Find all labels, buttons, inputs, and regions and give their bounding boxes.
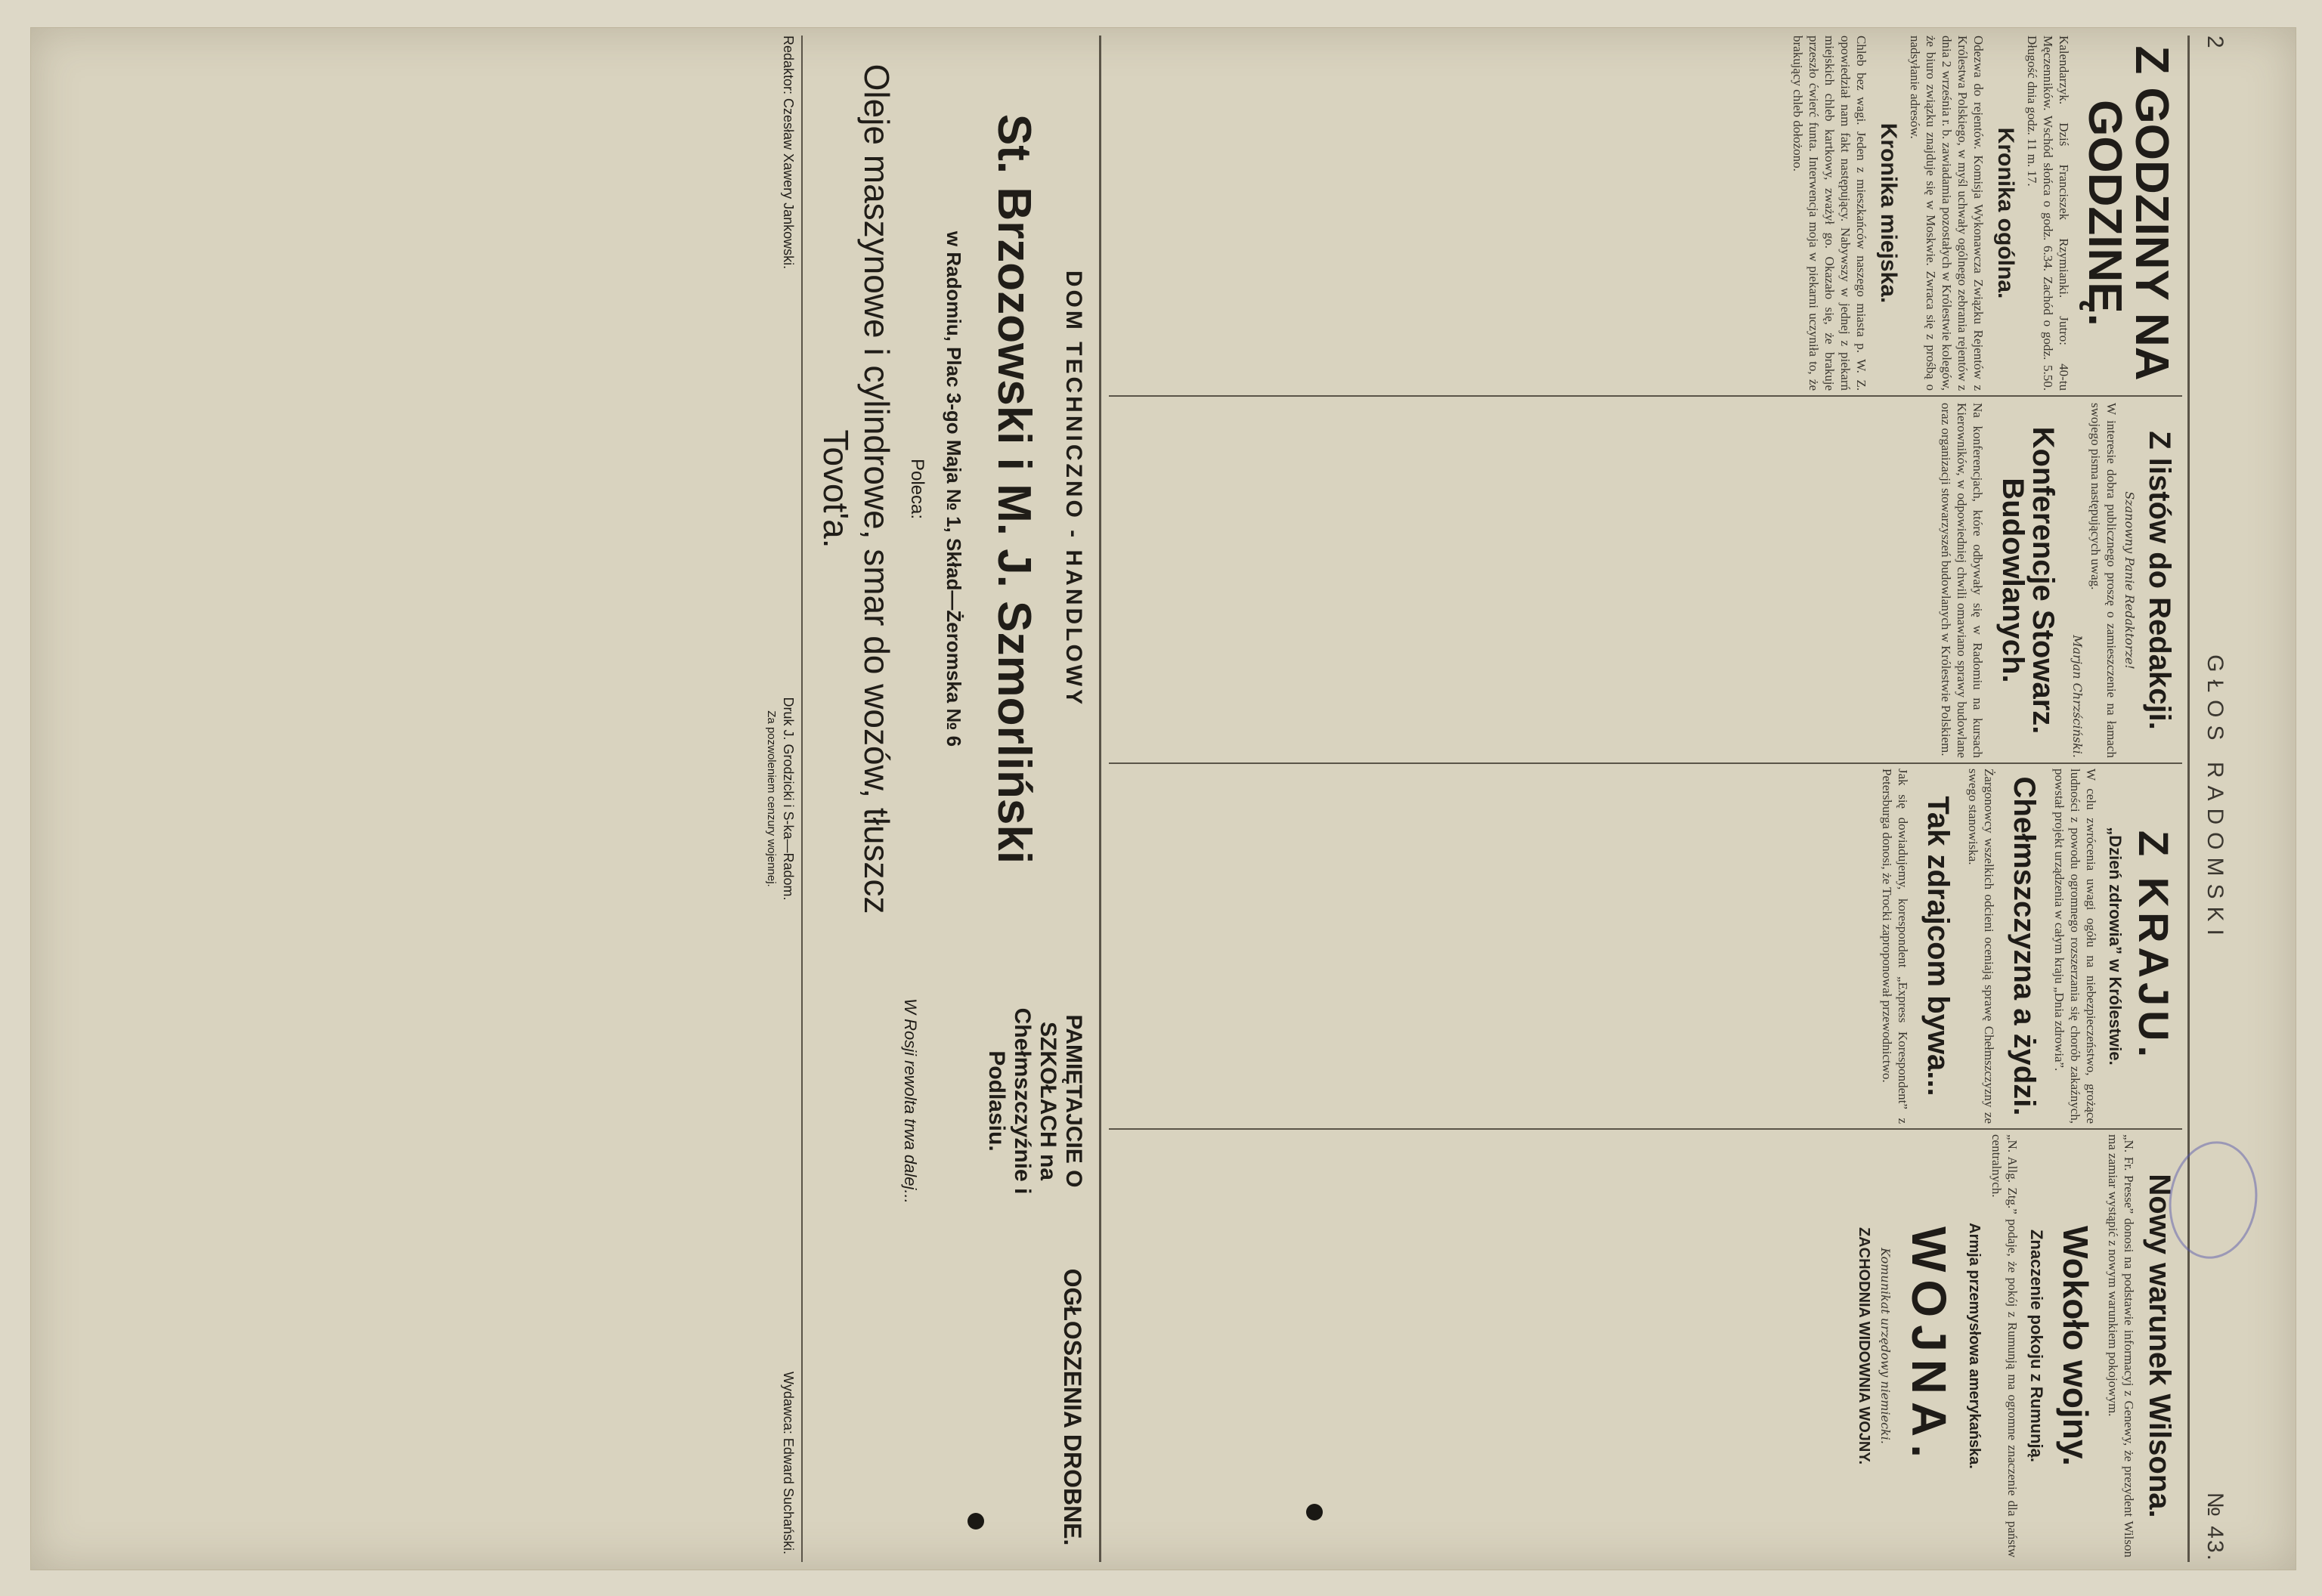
rotated-content — [31, 28, 2296, 1570]
ad-poleca: Poleca: — [907, 458, 927, 520]
col4-sub2: Znaczenie pokoju z Rumunją. — [2027, 1229, 2046, 1463]
col1-text2: Chleb bez wagi. Jeden z mieszkańców naszego miasta p. W. Z. opowiedział nam fakt następujący. Nabywszy w jednej z piekarń miejskich chleb kartkowy, zważył go. Okazało się, że brakuje przeszło ćwierć funta. Interwencja moja w piekarni uczyniła to, że brakujący chleb dołożono. — [1791, 36, 1868, 391]
ad-house-title: DOM TECHNICZNO - HANDLOWY — [1061, 270, 1086, 708]
binding-hole-1 — [1306, 1504, 1323, 1520]
ad-russia: W Rosji rewolta trwa dalej... — [901, 998, 920, 1204]
ad-remember: PAMIĘTAJCIE O SZKOŁACH na Chełmszczyźnie i Podlasiu. — [984, 1007, 1086, 1195]
col2-text2: Na konferencjach, które odbywały się w Radomiu na kursach Kierowników, w odpowiedniej chwili omawiano sprawy budowlane oraz organizacji stowarzyszeń budowlanych w Królestwie Polskiem. — [1939, 403, 1985, 758]
col-divider-3 — [1109, 1128, 2182, 1130]
ad-rule-top — [1099, 36, 1101, 1562]
col1-calendar: Kalendarzyk. Dziś Franciszek Rzymianki. Jutro: 40-tu Męczenników. Wschód słońca o godz. 6.34. Zachód o godz. 5.50. Długość dnia godz. 11 m. 17. — [2025, 36, 2071, 391]
masthead-rule — [2187, 36, 2190, 1562]
masthead — [2194, 36, 2228, 1562]
column-3 — [1109, 769, 2182, 1124]
col3-text3: Jak się dowiadujemy, korespondent „Express Korespondent” z Petersburga donosi, że Trocki zaproponował przewodnictwo. — [1880, 769, 1910, 1124]
col4-title: Nowy warunek Wilsona. — [2143, 1174, 2176, 1518]
publisher: Wydawca: Edward Suchański. — [781, 1372, 796, 1554]
binding-hole-2 — [968, 1513, 984, 1530]
printer: Druk J. Grodzicki i S-ka—Radom. — [781, 697, 796, 901]
column-2 — [1109, 403, 2182, 758]
col2-signature: Marjan Chrzściński. — [2070, 635, 2085, 758]
ad-rule-bottom — [801, 36, 803, 1562]
col-divider-2 — [1109, 762, 2182, 764]
editor: Redaktor: Czesław Xawery Jankowski. — [781, 36, 796, 270]
col2-title2: Konferencje Stowarz. Budowlanych. — [1996, 426, 2060, 735]
newspaper-title: GŁOS RADOMSKI — [2203, 654, 2228, 943]
issue-number: № 43. — [2203, 1492, 2228, 1562]
col2-title: Z listów do Redakcji. — [2143, 431, 2176, 730]
col3-title: Z KRAJU. — [2130, 830, 2178, 1062]
col3-title2: Chełmszczyzna a żydzi. — [2008, 776, 2041, 1116]
col4-title3: WOJNA. — [1902, 1226, 1956, 1465]
ad-classifieds: OGŁOSZENIA DROBNE. — [1059, 1268, 1086, 1546]
ad-product: Oleje maszynowe i cylindrowe, smar do wozów, tłuszcz Tovot'a. — [816, 63, 896, 914]
col4-title2: Wokoło wojny. — [2056, 1226, 2095, 1466]
col4-text2: „N. Allg. Ztg.” podaje, że pokój z Rumunją ma ogromne znaczenie dla państw centralnych. — [1989, 1134, 2020, 1557]
column-4 — [1109, 1134, 2182, 1557]
col4-text1: „N. Fr. Presse” donosi na podstawie informacyj z Genewy, że prezydent Wilson ma zamiar wystąpić z nowym warunkiem pokojowym. — [2106, 1134, 2136, 1557]
col1-title: Z GODZINY NA GODZINĘ. — [2079, 45, 2178, 381]
col1-text1: Odezwa do rejentów. Komisja Wykonawcza Związku Rejentów z Królestwa Polskiego, w myśl uchwały ogólnego zebrania rejentów z dnia 2 września r. b. zawiadamia pozostałych w Królestwie kolegów, że biuro związku znajduje się w Moskwie. Zwraca się z prośbą o nadsyłanie adresów. — [1908, 36, 1986, 391]
col-divider-1 — [1109, 395, 2182, 397]
ad-firm-name: St. Brzozowski i M. J. Szmorliński — [988, 113, 1040, 865]
col2-byline: Szanowny Panie Redaktorze! — [2122, 491, 2137, 670]
col2-text1: W interesie dobra publicznego proszę o zamieszczenie na łamach swojego pisma następujących uwag. — [2088, 403, 2119, 758]
col4-sub5: ZACHODNIA WIDOWNIA WOJNY. — [1856, 1226, 1872, 1465]
col3-text1: W celu zwrócenia uwagi ogółu na niebezpieczeństwo, grożące ludności z powodu ogromnego rozszerzania się chorób zakaźnych, powstał projekt urządzenia w całym kraju „Dnia zdrowia”. — [2052, 769, 2098, 1124]
col1-section1: Kronika ogólna. — [1993, 127, 2018, 299]
col4-sub3: Armja przemysłowa amerykańska. — [1966, 1223, 1983, 1469]
ad-address: w Radomiu, Plac 3-go Maja № 1, Skład—Żeromska № 6 — [943, 230, 965, 747]
page-number: 2 — [2203, 36, 2228, 56]
col4-sub4: Komunikat urzędowy niemiecki. — [1878, 1248, 1893, 1444]
newspaper-page — [30, 27, 2296, 1570]
col3-text2: Żargonowcy wszelkich odcieni oceniają sprawę Chełmszczyzny ze swego stanowiska. — [1966, 769, 1996, 1124]
col3-sub1: „Dzień zdrowia” w Królestwie. — [2106, 827, 2125, 1066]
col3-title3: Tak zdrajcom bywa... — [1921, 796, 1955, 1096]
col1-section2: Kronika miejska. — [1876, 122, 1901, 304]
censor-note: Za pozwoleniem cenzury wojennej. — [765, 710, 778, 887]
column-1 — [1109, 36, 2182, 391]
